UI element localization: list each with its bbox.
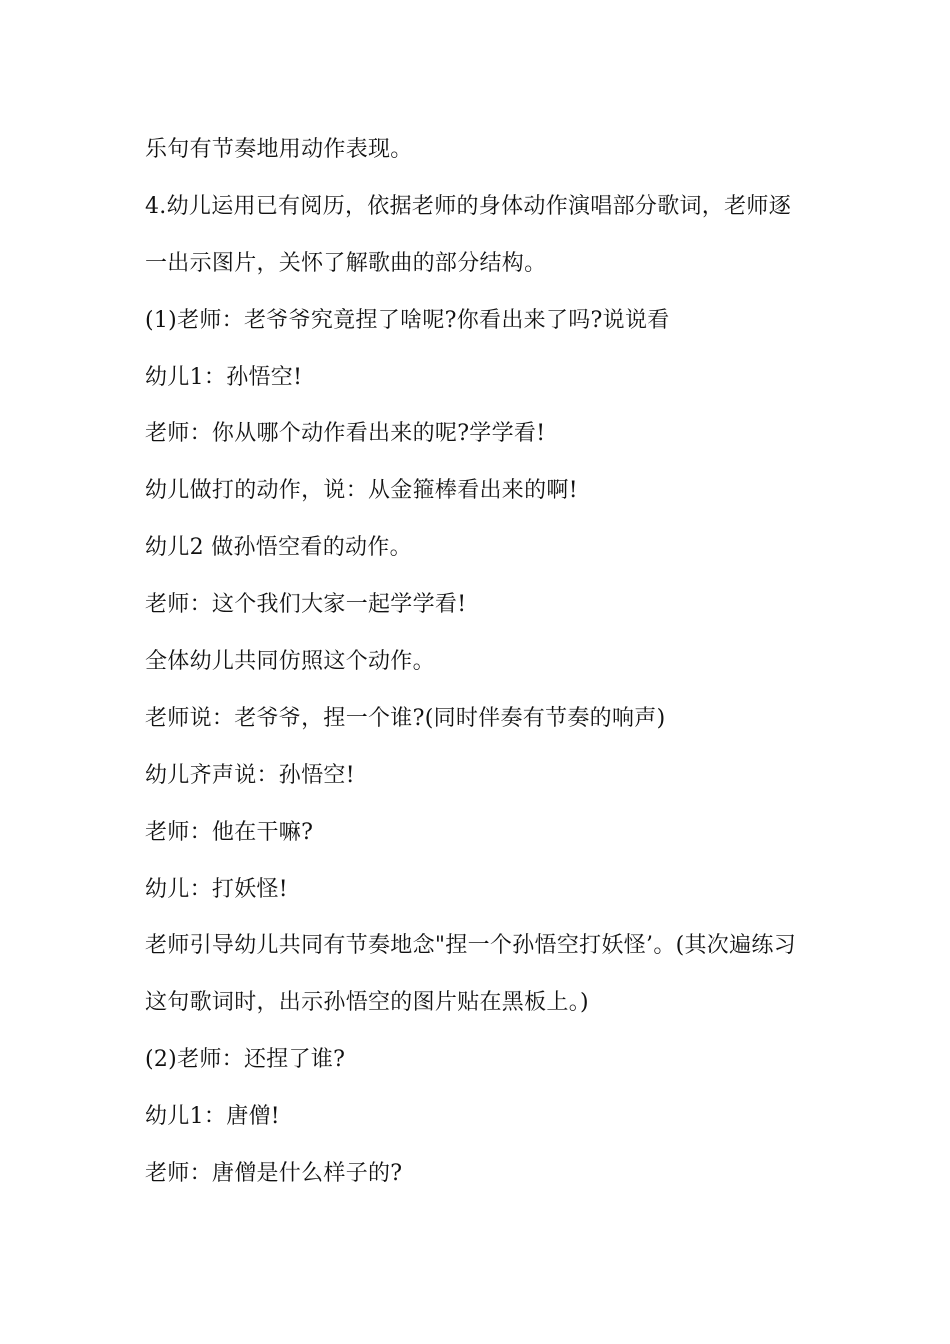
document-body <box>145 122 825 1203</box>
text-line: 乐句有节奏地用动作表现。 <box>145 137 413 162</box>
text-line: 幼儿做打的动作，说：从金箍棒看出来的啊! <box>145 478 578 504</box>
text-line: 4.幼儿运用已有阅历，依据老师的身体动作演唱部分歌词，老师逐 <box>145 193 791 219</box>
text-line: 全体幼儿共同仿照这个动作。 <box>145 649 435 675</box>
text-line: (1)老师：老爷爷究竟捏了啥呢?你看出来了吗?说说看 <box>145 307 670 333</box>
text-line: 幼儿2 做孙悟空看的动作。 <box>145 535 412 561</box>
text-line: 老师：你从哪个动作看出来的呢?学学看! <box>145 421 546 447</box>
text-line: 一出示图片，关怀了解歌曲的部分结构。 <box>145 250 547 276</box>
text-line: 幼儿1：孙悟空! <box>145 364 303 390</box>
text-line: 幼儿齐声说：孙悟空! <box>145 762 355 788</box>
text-line: 老师引导幼儿共同有节奏地念"捏一个孙悟空打妖怪’。(其次遍练习 <box>145 933 796 959</box>
text-line: 这句歌词时，出示孙悟空的图片贴在黑板上。) <box>145 990 589 1016</box>
text-line: 老师：这个我们大家一起学学看! <box>145 592 467 618</box>
text-line: (2)老师：还捏了谁? <box>145 1047 346 1073</box>
text-line: 老师说：老爷爷，捏一个谁?(同时伴奏有节奏的响声) <box>145 705 666 731</box>
text-line: 幼儿：打妖怪! <box>145 876 288 902</box>
text-line: 老师：唐僧是什么样子的? <box>145 1161 403 1187</box>
text-line: 老师：他在干嘛? <box>145 819 314 845</box>
text-line: 幼儿1：唐僧! <box>145 1104 280 1130</box>
